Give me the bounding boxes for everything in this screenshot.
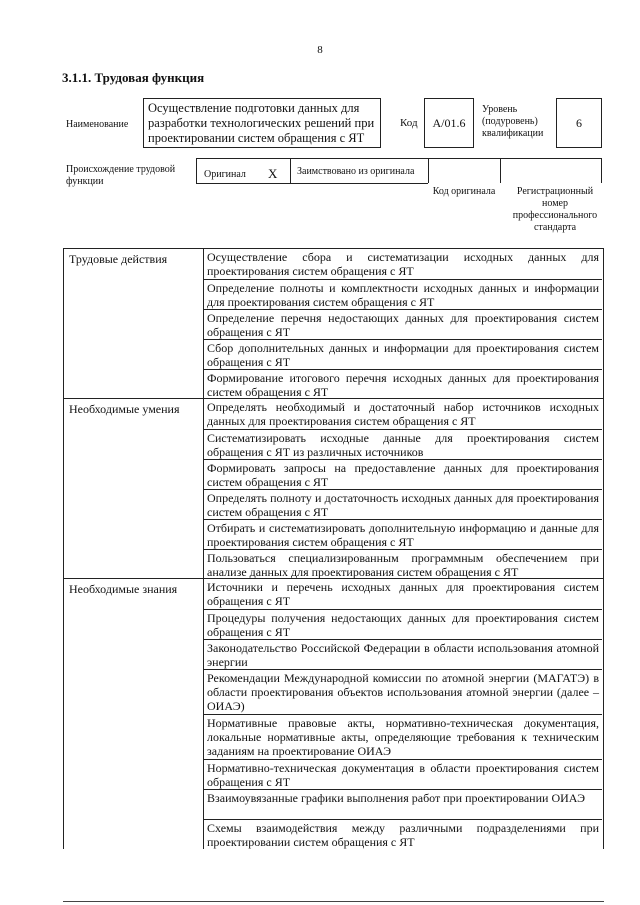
level-label: Уровень (подуровень) квалификации xyxy=(482,104,544,139)
original-mark: X xyxy=(268,166,278,181)
code-value-box: А/01.6 xyxy=(424,98,474,148)
table-row: Процедуры получения недостающих данных для проектирования систем обращения с ЯТ xyxy=(204,609,602,639)
table-row: Определять необходимый и достаточный набор источников исходных данных для проектирования систем обращения с ЯТ xyxy=(207,400,599,428)
table-row: Определение перечня недостающих данных для проектирования систем обращения с ЯТ xyxy=(204,309,602,339)
table-row: Сбор дополнительных данных и информации для проектирования систем обращения с ЯТ xyxy=(204,339,602,369)
section-required-skills xyxy=(63,398,604,579)
code-original-caption: Код оригинала xyxy=(432,186,496,197)
table-row: Рекомендации Международной комиссии по атомной энергии (МАГАТЭ) в области проектирования объектов использования атомной энергии (далее – ОИАЭ) xyxy=(204,669,602,714)
table-row: Нормативно-техническая документация в области проектирования систем обращения с ЯТ xyxy=(204,759,602,789)
section-label: Трудовые действия xyxy=(69,252,168,266)
table-row: Формирование итогового перечня исходных данных для проектирования систем обращения с ЯТ xyxy=(204,369,602,399)
table-row: Нормативные правовые акты, нормативно-техническая документация, локальные нормативные акты, определяющие требования к техническим заданиям на проектирование ОИАЭ xyxy=(204,714,602,759)
section-work-actions xyxy=(63,248,604,399)
table-row: Определять полноту и достаточность исходных данных для проектирования систем обращения с ЯТ xyxy=(204,489,602,519)
section-required-knowledge xyxy=(63,578,604,850)
table-row: Источники и перечень исходных данных для проектирования систем обращения с ЯТ xyxy=(207,580,599,608)
level-value-box: 6 xyxy=(556,98,602,148)
borrowed-label: Заимствовано из оригинала xyxy=(297,166,415,177)
section-label: Необходимые знания xyxy=(69,582,178,596)
section-label: Необходимые умения xyxy=(69,402,180,416)
table-row: Взаимоувязанные графики выполнения работ при проектировании ОИАЭ xyxy=(204,789,602,819)
page-bottom-edge xyxy=(63,901,604,902)
table-row: Пользоваться специализированным программным обеспечением при анализе данных для проектирования систем обращения с ЯТ xyxy=(204,549,602,579)
page-number: 8 xyxy=(317,44,323,56)
table-row: Отбирать и систематизировать дополнительную информацию и данные для проектирования систем обращения с ЯТ xyxy=(204,519,602,549)
table-row: Систематизировать исходные данные для проектирования систем обращения с ЯТ из различных источников xyxy=(204,429,602,459)
table-row: Формировать запросы на предоставление данных для проектирования систем обращения с ЯТ xyxy=(204,459,602,489)
origin-label: Происхождение трудовой функции xyxy=(66,164,176,187)
table-row: Осуществление сбора и систематизации исходных данных для проектирования систем обращения с ЯТ xyxy=(207,250,599,278)
original-label: Оригинал xyxy=(204,169,246,180)
section-title: 3.1.1. Трудовая функция xyxy=(62,70,205,85)
table-row: Определение полноты и комплектности исходных данных и информации для проектирования систем обращения с ЯТ xyxy=(204,279,602,309)
reg-number-caption: Регистрационный номер профессионального стандарта xyxy=(512,186,598,233)
name-label: Наименование xyxy=(66,119,129,130)
table-row: Законодательство Российской Федерации в области использования атомной энергии xyxy=(204,639,602,669)
code-label: Код xyxy=(400,117,418,129)
function-name-box: Осуществление подготовки данных для разработки технологических решений при проектировании систем обращения с ЯТ xyxy=(143,98,381,148)
table-row: Схемы взаимодействия между различными подразделениями при проектировании систем обращения с ЯТ xyxy=(204,819,602,850)
